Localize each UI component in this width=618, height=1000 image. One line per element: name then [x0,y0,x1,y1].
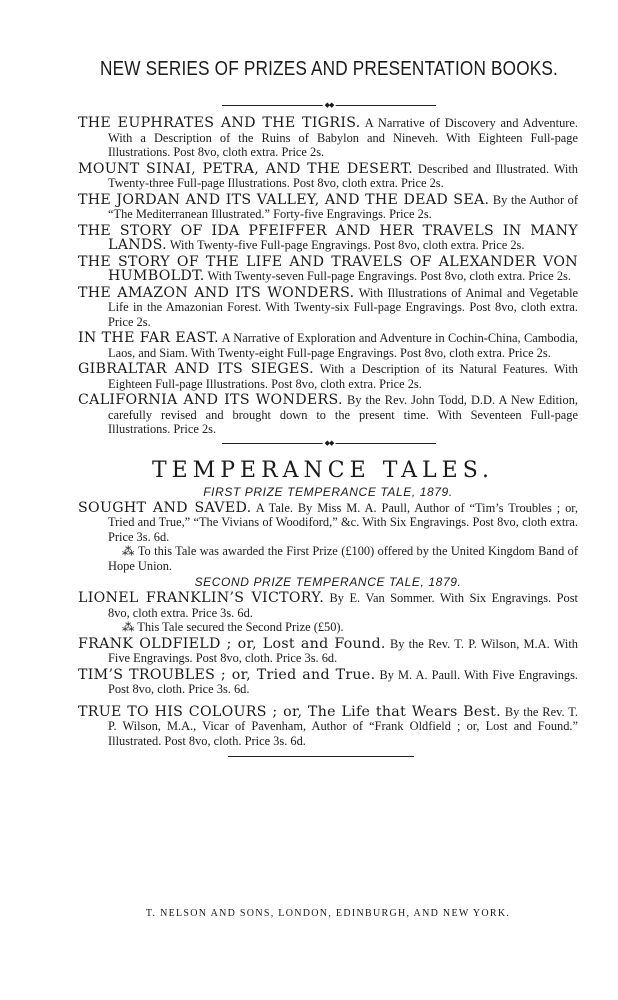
book-description: With a Description of its Natural Features. With Eighteen Full-page Illustrations. Post 8vo, cloth extra. Price 2s. [108,362,578,391]
book-entry [78,331,578,360]
book-description: With Illustrations of Animal and Vegetable Life in the Amazonian Forest. With Twenty-six Full-page Engravings. Post 8vo, cloth extra. Price 2s. [108,285,579,329]
book-title: GIBRALTAR AND ITS SIEGES. [78,361,314,377]
publisher-footer: T. NELSON AND SONS, LONDON, EDINBURGH, AND NEW YORK. [145,908,511,919]
book-description: With Twenty-seven Full-page Engravings. Post 8vo, cloth extra. Price 2s. [207,269,571,283]
book-title: LIONEL FRANKLIN’S VICTORY. [78,590,325,606]
book-title: THE STORY OF THE LIFE AND TRAVELS OF ALEXANDER VON HUMBOLDT. [78,253,578,284]
prize-note: ⁂ This Tale secured the Second Prize (£50). [122,620,344,634]
ornamental-divider [222,443,436,444]
book-entry [78,224,578,253]
book-title: CALIFORNIA AND ITS WONDERS. [78,392,343,408]
book-description: By the Rev. T. P. Wilson, M.A. With Five Engravings. Post 8vo, cloth. Price 3s. 6d. [108,636,578,665]
book-entry [78,705,578,749]
book-description: By E. Van Sommer. With Six Engravings. Post 8vo, cloth extra. Price 3s. 6d. [108,591,578,620]
page-title: NEW SERIES OF PRIZES AND PRESENTATION BOOKS. [99,58,559,80]
book-entry [78,116,578,160]
book-entry [78,255,578,284]
book-title: THE JORDAN AND ITS VALLEY, AND THE DEAD SEA. [78,191,490,208]
book-description: By the Rev. T. P. Wilson, M.A., Vicar of Pavenham, Author of “Frank Oldfield ; or, Lost and Found.” Illustrated. Post 8vo, cloth. Price 3s. 6d. [108,704,578,748]
book-description: Described and Illustrated. With Twenty-three Full-page Illustrations. Post 8vo, cloth extra. Price 2s. [108,161,578,190]
book-entry [78,668,578,697]
book-entry [78,162,578,191]
book-title: TIM’S TROUBLES ; or, Tried and True. [78,666,376,683]
book-list [78,116,578,437]
book-description: A Narrative of Discovery and Adventure. With a Description of the Ruins of Babylon and Nineveh. With Eighteen Full-page Illustrations. Post 8vo, cloth extra. Price 2s. [108,116,578,159]
book-description: By M. A. Paull. With Five Engravings. Post 8vo, cloth. Price 3s. 6d. [108,667,578,696]
prize-heading: SECOND PRIZE TEMPERANCE TALE, 1879. [194,575,462,589]
book-entry [78,193,578,222]
ornamental-divider [222,105,436,106]
book-description: With Twenty-five Full-page Engravings. Post 8vo, cloth extra. Price 2s. [169,238,525,252]
book-title: THE STORY OF IDA PFEIFFER AND HER TRAVELS IN MANY LANDS. [78,222,578,253]
book-title: IN THE FAR EAST. [78,330,219,346]
book-description: A Tale. By Miss M. A. Paull, Author of “Tim’s Troubles ; or, Tried and True,” “The Vivians of Woodiford,” &c. With Six Engravings. Post 8vo, cloth extra. Price 3s. 6d. [108,500,579,544]
book-description: By the Rev. John Todd, D.D. A New Edition, carefully revised and brought down to the present time. With Seventeen Full-page Illustrations. Price 2s. [108,393,578,436]
book-title: TRUE TO HIS COLOURS ; or, The Life that Wears Best. [78,703,501,720]
book-title: MOUNT SINAI, PETRA, AND THE DESERT. [78,160,414,177]
book-entry [78,501,578,545]
book-entry [78,591,578,620]
book-title: SOUGHT AND SAVED. [78,499,252,516]
rule [228,756,414,757]
book-entry [78,393,578,437]
book-description: By the Author of “The Mediterranean Illustrated.” Forty-five Engravings. Price 2s. [108,192,578,221]
prize-heading: FIRST PRIZE TEMPERANCE TALE, 1879. [203,484,453,499]
book-entry [78,286,578,330]
book-title: THE EUPHRATES AND THE TIGRIS. [78,115,361,131]
section-title: TEMPERANCE TALES. [151,457,495,483]
prize-note: ⁂ To this Tale was awarded the First Prize (£100) offered by the United Kingdom Band of Hope Union. [108,544,578,573]
book-description: A Narrative of Exploration and Adventure in Cochin-China, Cambodia, Laos, and Siam. With Twenty-eight Full-page Engravings. Post 8vo, cloth extra. Price 2s. [108,331,578,360]
book-entry [78,362,578,391]
book-title: THE AMAZON AND ITS WONDERS. [78,284,355,301]
book-entry [78,637,578,666]
book-title: FRANK OLDFIELD ; or, Lost and Found. [78,635,386,652]
spacer [78,697,578,703]
